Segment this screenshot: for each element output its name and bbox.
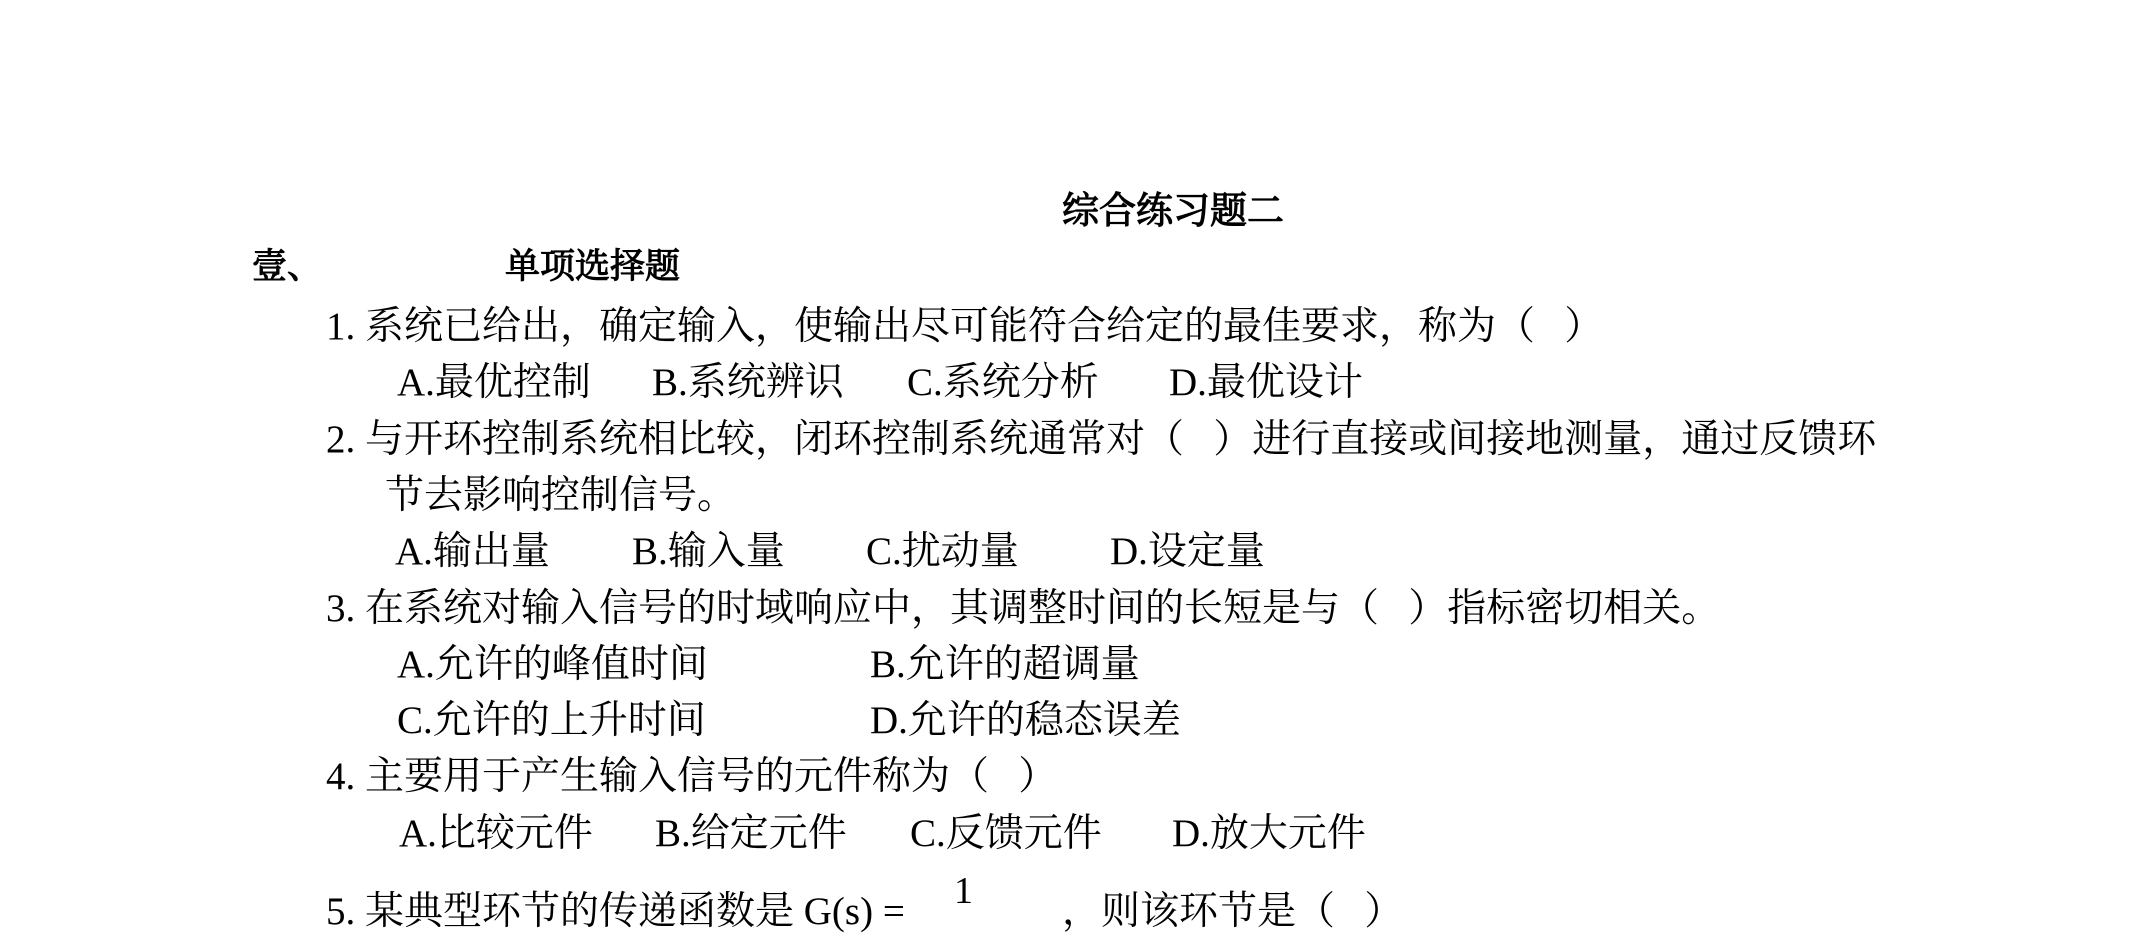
question-3-stem: 3. 在系统对输入信号的时域响应中，其调整时间的长短是与（ ）指标密切相关。	[326, 587, 1721, 630]
document-title: 综合练习题二	[1062, 189, 1284, 232]
question-4-option-d: D.放大元件	[1172, 812, 1366, 855]
section-number: 壹、	[252, 247, 323, 287]
question-4-stem: 4. 主要用于产生输入信号的元件称为（ ）	[326, 755, 1058, 798]
question-1-option-b: B.系统辨识	[652, 361, 844, 404]
question-1-option-a: A.最优控制	[397, 361, 591, 404]
question-3-option-c: C.允许的上升时间	[397, 699, 706, 742]
question-4-option-a: A.比较元件	[399, 812, 593, 855]
question-3-option-a: A.允许的峰值时间	[397, 643, 708, 686]
question-2-stem: 2. 与开环控制系统相比较，闭环控制系统通常对（ ）进行直接或间接地测量，通过反馈环	[326, 418, 1877, 461]
question-1-option-c: C.系统分析	[907, 361, 1099, 404]
question-1-stem: 1. 系统已给出，确定输入，使输出尽可能符合给定的最佳要求，称为（ ）	[326, 305, 1604, 348]
question-2-option-b: B.输入量	[632, 530, 785, 573]
question-2-option-c: C.扰动量	[866, 530, 1019, 573]
question-3-option-b: B.允许的超调量	[870, 643, 1140, 686]
question-5-stem-partial: 5. 某典型环节的传递函数是 G(s) =	[326, 890, 905, 933]
section-heading: 单项选择题	[505, 247, 681, 287]
question-2-option-a: A.输出量	[395, 530, 550, 573]
question-1-option-d: D.最优设计	[1169, 361, 1363, 404]
question-4-option-c: C.反馈元件	[910, 812, 1102, 855]
question-3-option-d: D.允许的稳态误差	[870, 699, 1181, 742]
question-4-option-b: B.给定元件	[655, 812, 847, 855]
question-2-stem-continued: 节去影响控制信号。	[385, 474, 737, 517]
question-2-option-d: D.设定量	[1110, 530, 1265, 573]
fraction-numerator: 1	[954, 870, 973, 912]
question-5-tail-partial: ，则该环节是（ ）	[1062, 890, 1404, 933]
